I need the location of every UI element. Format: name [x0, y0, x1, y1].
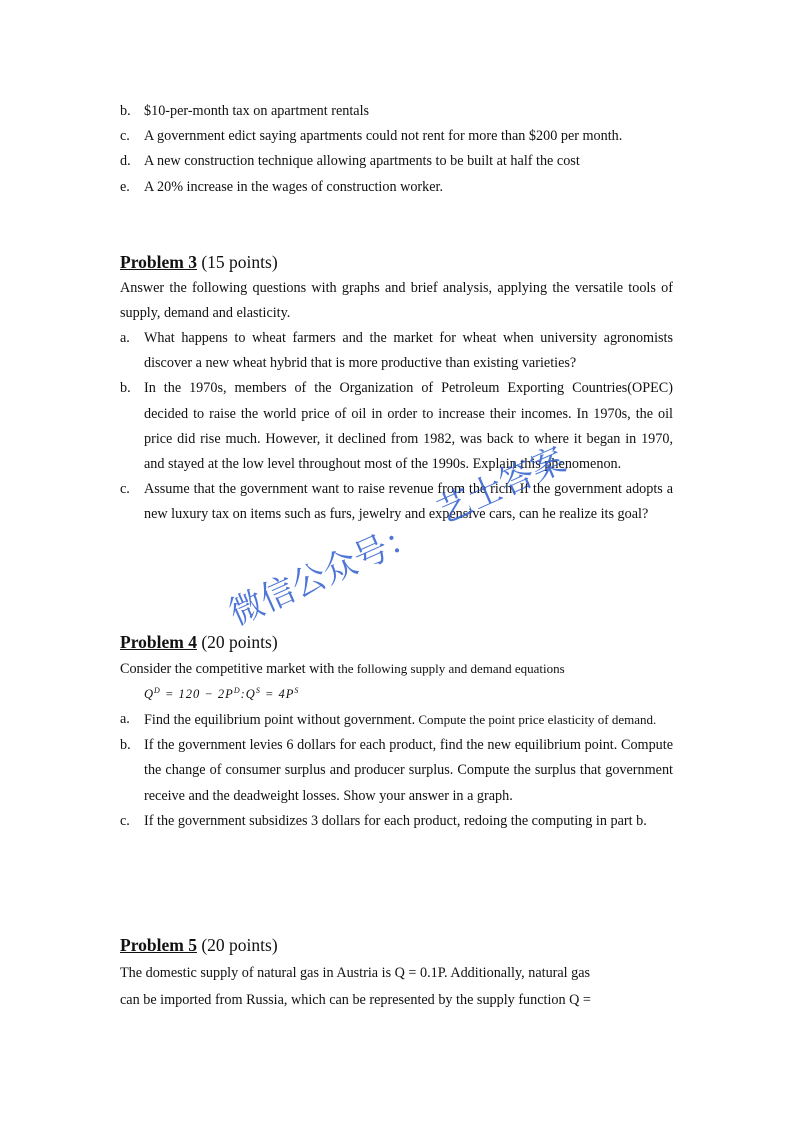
list-item-label: e. — [120, 178, 130, 195]
problem-4-intro — [120, 656, 673, 682]
list-item-text: $10-per-month tax on apartment rentals — [144, 103, 370, 119]
problem-3-list — [120, 326, 673, 528]
list-item-text — [144, 712, 656, 728]
list-item — [120, 733, 673, 809]
supply-demand-equation — [144, 686, 299, 702]
problem-4-heading — [120, 630, 278, 654]
list-item-text: Assume that the government want to raise revenue from the rich. If the government adopts a new luxury tax on items such as furs, jewelry and expensive cars, can he realize its goal? — [144, 481, 673, 523]
watermark-text-2: 微信公众号： — [223, 514, 426, 634]
list-item-text: If the government subsidizes 3 dollars for each product, redoing the computing in part b. — [144, 812, 647, 829]
list-item-label: b. — [120, 737, 131, 754]
problem-4-list — [120, 707, 673, 834]
problem-4-intro-main: Consider the competitive market with — [120, 661, 335, 677]
eq-qd: Q — [144, 687, 155, 702]
intro-list — [120, 99, 673, 200]
eq-demand-rhs: = 120 − 2P — [160, 687, 234, 702]
eq-qd-sup: D — [154, 686, 161, 695]
list-item — [120, 326, 673, 376]
list-item-label: c. — [120, 481, 130, 498]
problem-4-title: Problem 4 — [120, 632, 197, 652]
problem-5-line-1: The domestic supply of natural gas in Austria is Q = 0.1P. Additionally, natural gas — [120, 965, 591, 981]
list-item — [120, 376, 673, 477]
problem-5-heading — [120, 933, 278, 957]
list-item-text-small: Compute the point price elasticity of demand. — [415, 712, 657, 727]
list-item — [120, 149, 673, 174]
list-item — [120, 124, 673, 149]
eq-ps-sup: S — [294, 686, 300, 695]
list-item — [120, 809, 673, 834]
problem-5-title: Problem 5 — [120, 935, 197, 955]
eq-supply-rhs: = 4P — [260, 687, 295, 702]
problem-5-line-2: can be imported from Russia, which can be represented by the supply function Q = — [120, 992, 591, 1008]
eq-qs: :Q — [240, 687, 256, 702]
eq-pd-sup: D — [233, 686, 241, 695]
list-item — [120, 707, 673, 733]
list-item-text: A 20% increase in the wages of construction worker. — [144, 178, 444, 195]
list-item — [120, 99, 673, 124]
problem-3-intro: Answer the following questions with graphs and brief analysis, applying the versatile tools of supply, demand and elasticity. — [120, 280, 673, 322]
list-item-text: What happens to wheat farmers and the market for wheat when university agronomists discover a new wheat hybrid that is more productive than existing varieties? — [144, 330, 673, 372]
watermark-text-1: 艺士答案 — [431, 439, 572, 532]
problem-5-points: (20 points) — [201, 935, 278, 955]
list-item-text: If the government levies 6 dollars for each product, find the new equilibrium point. Compute the change of consumer surplus and producer surplus. Compute the surplus that government receive and the deadweight losses. Show your answer in a graph. — [144, 737, 673, 804]
problem-3-heading — [120, 250, 278, 274]
list-item-label: d. — [120, 153, 131, 170]
list-item-text: A new construction technique allowing apartments to be built at half the cost — [144, 153, 580, 170]
list-item-label: a. — [120, 330, 130, 346]
list-item-text: In the 1970s, members of the Organization of Petroleum Exporting Countries(OPEC) decided to raise the world price of oil in order to increase their incomes. In 1970s, the oil price did rise much. However, it declined from 1982, was back to where it began in 1970, and stayed at the low level throughout most of the 1990s. Explain this phenomenon. — [144, 380, 673, 473]
problem-3-points: (15 points) — [201, 252, 278, 272]
problem-4-points: (20 points) — [201, 632, 278, 652]
problem-3-title: Problem 3 — [120, 252, 197, 272]
list-item-label: b. — [120, 103, 131, 119]
eq-qs-sup: S — [255, 686, 261, 695]
problem-4-intro-small: the following supply and demand equations — [334, 661, 565, 676]
list-item-text: A government edict saying apartments could not rent for more than $200 per month. — [144, 128, 623, 145]
list-item-label: a. — [120, 711, 130, 727]
list-item-text-main: Find the equilibrium point without government. — [144, 712, 416, 728]
list-item — [120, 175, 673, 200]
list-item — [120, 477, 673, 527]
list-item-label: b. — [120, 380, 131, 397]
list-item-label: c. — [120, 812, 130, 829]
list-item-label: c. — [120, 128, 130, 145]
